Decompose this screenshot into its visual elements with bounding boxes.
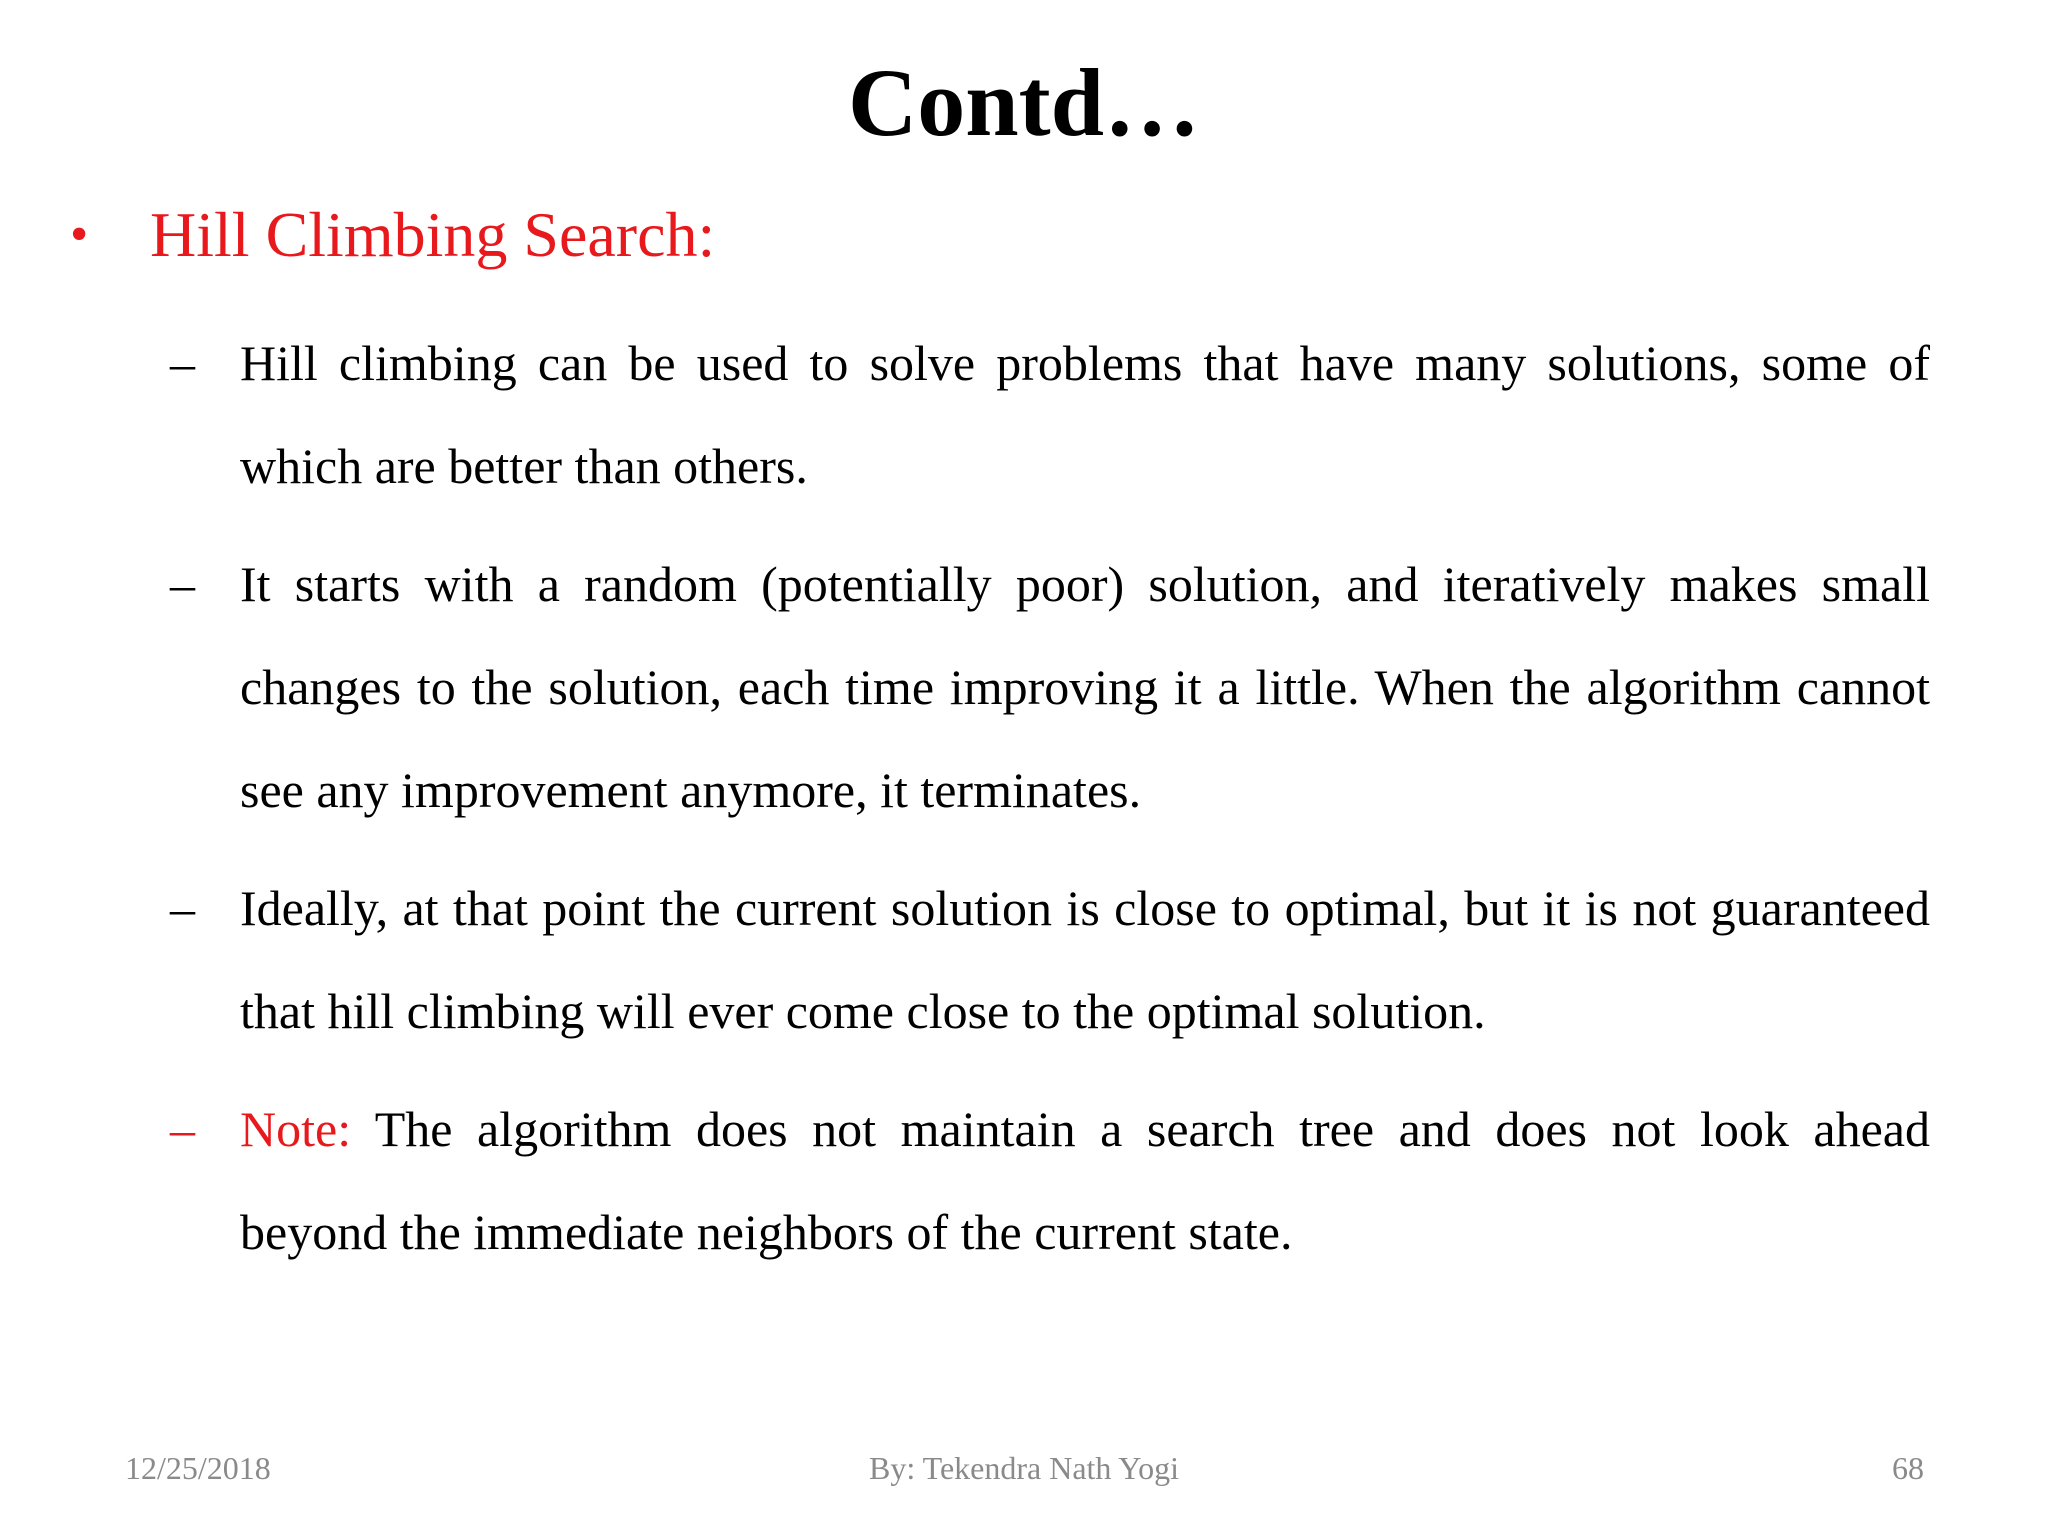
dash-icon: – <box>170 880 195 936</box>
bullet-icon: • <box>70 206 89 263</box>
dash-icon: – <box>170 335 195 391</box>
footer-date: 12/25/2018 <box>125 1450 271 1486</box>
sub-bullet-text: It starts with a random (potentially poor) solution, and iteratively makes small changes to the solution, each time improving it a little. When the algorithm cannot see any improvement anymore, it terminates. <box>240 556 1930 818</box>
sub-bullet-text: The algorithm does not maintain a search tree and does not look ahead beyond the immediate neighbors of the current state. <box>240 1101 1930 1260</box>
sub-bullet-item <box>170 312 1930 518</box>
slide-title: Contd… <box>847 49 1201 156</box>
footer-page-number: 68 <box>1892 1450 1924 1486</box>
sub-bullet-text: Hill climbing can be used to solve problems that have many solutions, some of which are better than others. <box>240 335 1930 494</box>
note-label: Note: <box>240 1101 352 1157</box>
bullet-heading-text: Hill Climbing Search: <box>150 199 716 270</box>
sub-bullet-list <box>170 312 1930 1299</box>
dash-icon: – <box>170 556 195 612</box>
sub-bullet-item <box>170 533 1930 842</box>
sub-bullet-item-note <box>170 1078 1930 1284</box>
sub-bullet-item <box>170 857 1930 1063</box>
sub-bullet-text: Ideally, at that point the current solution is close to optimal, but it is not guaranteed that hill climbing will ever come close to the optimal solution. <box>240 880 1930 1039</box>
bullet-heading <box>70 195 1970 275</box>
dash-icon: – <box>170 1101 195 1157</box>
footer-author: By: Tekendra Nath Yogi <box>868 1450 1180 1486</box>
